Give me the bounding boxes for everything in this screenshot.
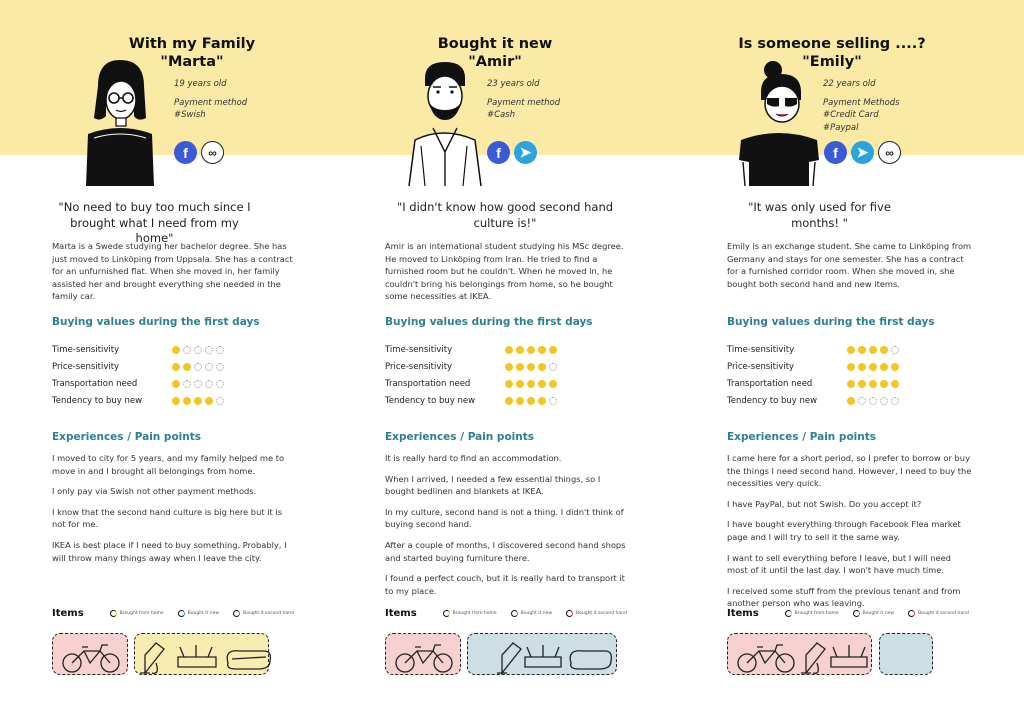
telegram-icon: ➤ <box>514 141 537 164</box>
rating-dot-filled <box>516 363 524 371</box>
pain-point: I have bought everything through Facebook Flea market page and I will try to sell it the same way. <box>727 519 961 542</box>
rating-dots <box>847 380 899 388</box>
rating-dots <box>505 380 557 388</box>
rating-dot-empty <box>194 380 202 388</box>
rating-dot-filled <box>194 397 202 405</box>
value-row <box>727 375 917 392</box>
items-legend <box>727 608 983 619</box>
items-title: Items <box>385 608 417 619</box>
rating-dot-filled <box>549 346 557 354</box>
items-title: Items <box>52 608 84 619</box>
pain-point: After a couple of months, I discovered second hand shops and started buying furniture there. <box>385 539 626 563</box>
legend-label: Brought from home <box>119 611 164 616</box>
items-illustration <box>735 637 935 677</box>
rating-dot-filled <box>891 363 899 371</box>
persona-description: Marta is a Swede studying her bachelor degree. She has just moved to Linköping from Uppsala. She has a contract for an unfurnished flat. When she moved in, her family assisted her and brought everything she needed in the family car. <box>52 241 293 302</box>
value-label: Tendency to buy new <box>385 395 476 406</box>
pillow-icon <box>227 651 270 669</box>
legend-label: Bought it second hand <box>918 611 969 616</box>
legend-label: Bought it new <box>862 611 895 616</box>
persona-quote: "I didn't know how good second hand culture is!" <box>396 200 614 230</box>
rating-dot-empty <box>216 346 224 354</box>
rating-dot-filled <box>172 380 180 388</box>
value-row <box>52 375 242 392</box>
rating-dots <box>847 397 899 405</box>
rating-dots <box>505 397 557 405</box>
pillow-icon <box>570 651 611 669</box>
pain-point: I came here for a short period, so I prefer to borrow or buy the things I need second hand. However, I need to buy the necessities very quick. <box>727 453 972 489</box>
value-row <box>385 341 575 358</box>
rating-dots <box>847 346 899 354</box>
social-icons <box>487 141 537 164</box>
rating-dot-filled <box>527 380 535 388</box>
rating-dot-filled <box>549 380 557 388</box>
rating-dot-filled <box>858 363 866 371</box>
rating-dot-empty <box>891 346 899 354</box>
pain-point: I moved to city for 5 years, and my family helped me to move in and I brought all belongings from home. <box>52 453 285 476</box>
persona-age: 23 years old <box>487 79 540 89</box>
items-title: Items <box>727 608 759 619</box>
value-label: Transportation need <box>52 378 138 389</box>
rating-dot-filled <box>527 363 535 371</box>
items-legend <box>52 608 308 619</box>
persona-scenario: Is someone selling ....? <box>738 36 926 52</box>
persona-meta <box>487 78 560 122</box>
persona-quote: "It was only used for five months! " <box>748 200 891 230</box>
bicycle-icon <box>72 645 110 663</box>
persona-meta <box>823 78 900 134</box>
rating-dot-empty <box>216 363 224 371</box>
rating-dot-filled <box>505 397 513 405</box>
payment-method: #Cash <box>487 110 516 120</box>
rating-dot-filled <box>847 380 855 388</box>
rating-dot-filled <box>880 363 888 371</box>
telegram-icon: ➤ <box>851 141 874 164</box>
marta-avatar <box>84 56 156 186</box>
value-row <box>385 392 575 409</box>
legend-home-icon <box>785 610 792 617</box>
rating-dot-filled <box>205 397 213 405</box>
rating-dot-empty <box>205 363 213 371</box>
rating-dot-filled <box>538 397 546 405</box>
rating-dot-filled <box>869 363 877 371</box>
value-label: Transportation need <box>727 378 813 389</box>
persona-scenario: With my Family <box>128 36 256 52</box>
value-label: Price-sensitivity <box>727 361 795 372</box>
rating-dot-empty <box>216 397 224 405</box>
payment-label: Payment Methods <box>823 97 900 108</box>
buying-values <box>727 341 917 409</box>
legend-home-icon <box>110 610 117 617</box>
rating-dots <box>172 346 224 354</box>
rating-dot-filled <box>847 346 855 354</box>
rating-dot-filled <box>869 346 877 354</box>
pain-point: In my culture, second hand is not a thing. I didn't think of buying second hand. <box>385 506 624 530</box>
value-label: Transportation need <box>385 378 471 389</box>
value-label: Tendency to buy new <box>727 395 818 406</box>
pain-points-title: Experiences / Pain points <box>52 431 201 443</box>
value-row <box>385 358 575 375</box>
swish-icon: ∞ <box>878 141 901 164</box>
buying-values-title: Buying values during the first days <box>727 316 935 328</box>
persona-description: Emily is an exchange student. She came to Linköping from Germany and stays for one semester. She has a contract for a furnished corridor room. When she moved in, she bought both second hand and new items. <box>727 241 972 289</box>
payment-method: #Paypal <box>823 122 859 133</box>
rating-dot-filled <box>858 346 866 354</box>
legend-second-hand <box>566 610 627 617</box>
rating-dot-empty <box>183 380 191 388</box>
legend-label: Bought it second hand <box>576 611 627 616</box>
rating-dot-filled <box>516 397 524 405</box>
router-icon <box>178 645 216 667</box>
persona-name: "Marta" <box>160 54 224 70</box>
rating-dot-filled <box>527 346 535 354</box>
rating-dot-filled <box>516 346 524 354</box>
persona-scenario: Bought it new <box>437 36 553 52</box>
legend-home <box>785 610 839 617</box>
legend-new <box>853 610 894 617</box>
rating-dot-filled <box>847 363 855 371</box>
legend-new-icon <box>853 610 860 617</box>
facebook-icon: f <box>824 141 847 164</box>
items-illustration <box>60 637 275 677</box>
facebook-icon: f <box>487 141 510 164</box>
value-label: Time-sensitivity <box>52 344 120 355</box>
rating-dots <box>505 346 557 354</box>
pain-point: I only pay via Swish not other payment methods. <box>52 486 257 497</box>
legend-second-hand <box>233 610 294 617</box>
rating-dots <box>172 363 224 371</box>
legend-home <box>443 610 497 617</box>
rating-dot-empty <box>880 397 888 405</box>
buying-values-title: Buying values during the first days <box>52 316 260 328</box>
rating-dot-filled <box>538 346 546 354</box>
value-label: Tendency to buy new <box>52 395 143 406</box>
legend-second-hand-icon <box>908 610 915 617</box>
rating-dot-filled <box>880 380 888 388</box>
value-label: Price-sensitivity <box>52 361 120 372</box>
value-row <box>385 375 575 392</box>
pain-point: IKEA is best place if I need to buy something. Probably, I will throw many things away when I leave the city. <box>52 539 287 563</box>
persona-card-marta <box>52 0 352 724</box>
pain-points <box>727 452 972 618</box>
swish-icon: ∞ <box>201 141 224 164</box>
persona-name: "Emily" <box>802 54 862 70</box>
value-label: Price-sensitivity <box>385 361 453 372</box>
pain-points <box>52 452 297 572</box>
rating-dot-filled <box>505 380 513 388</box>
rating-dot-filled <box>516 380 524 388</box>
rating-dot-filled <box>172 397 180 405</box>
emily-avatar <box>739 56 819 186</box>
pain-points <box>385 452 630 605</box>
rating-dot-empty <box>205 380 213 388</box>
legend-label: Bought it second hand <box>243 611 294 616</box>
payment-label: Payment method <box>174 97 248 108</box>
rating-dots <box>505 363 557 371</box>
rating-dot-filled <box>847 397 855 405</box>
persona-quote: "No need to buy too much since I brought what I need from my home" <box>58 200 251 245</box>
rating-dot-filled <box>505 346 513 354</box>
rating-dot-filled <box>880 346 888 354</box>
items-legend <box>385 608 641 619</box>
persona-description: Amir is an international student studying his MSc degree. He moved to Linköping from Iran. He tried to find a furnished room but he couldn't. When he moved in, he couldn't bring his belongings from home, so he bought some necessities at IKEA. <box>385 241 624 302</box>
rating-dot-empty <box>891 397 899 405</box>
lamp-icon <box>497 643 521 673</box>
persona-card-emily <box>727 0 1024 724</box>
legend-label: Brought from home <box>452 611 497 616</box>
persona-age: 22 years old <box>823 79 876 89</box>
legend-second-hand-icon <box>566 610 573 617</box>
rating-dots <box>172 397 224 405</box>
pain-points-title: Experiences / Pain points <box>385 431 534 443</box>
router-icon <box>525 645 561 667</box>
rating-dot-empty <box>216 380 224 388</box>
legend-new <box>178 610 219 617</box>
value-row <box>52 358 242 375</box>
bicycle-icon <box>747 645 785 663</box>
pain-point: I know that the second hand culture is big here but it is not for me. <box>52 506 283 530</box>
pain-point: I have PayPal, but not Swish. Do you accept it? <box>727 498 922 509</box>
rating-dot-filled <box>538 363 546 371</box>
value-label: Time-sensitivity <box>385 344 453 355</box>
facebook-icon: f <box>174 141 197 164</box>
pain-point: When I arrived, I needed a few essential things, so I bought bedlinen and blankets at IKEA. <box>385 473 601 497</box>
persona-meta <box>174 78 247 122</box>
rating-dot-empty <box>549 397 557 405</box>
bicycle-icon <box>405 645 443 663</box>
persona-age: 19 years old <box>174 79 227 89</box>
payment-method: #Swish <box>174 110 206 120</box>
persona-card-amir <box>385 0 685 724</box>
rating-dot-empty <box>869 397 877 405</box>
rating-dot-filled <box>869 380 877 388</box>
rating-dot-filled <box>172 346 180 354</box>
value-row <box>727 392 917 409</box>
social-icons <box>824 141 901 164</box>
value-label: Time-sensitivity <box>727 344 795 355</box>
legend-home-icon <box>443 610 450 617</box>
value-row <box>52 341 242 358</box>
buying-values <box>52 341 242 409</box>
rating-dot-empty <box>205 346 213 354</box>
rating-dot-empty <box>183 346 191 354</box>
router-icon <box>831 645 867 667</box>
rating-dot-filled <box>527 397 535 405</box>
legend-second-hand-icon <box>233 610 240 617</box>
rating-dot-filled <box>183 363 191 371</box>
payment-method: #Credit Card <box>823 110 879 120</box>
legend-new <box>511 610 552 617</box>
buying-values <box>385 341 575 409</box>
legend-label: Bought it new <box>520 611 553 616</box>
pain-point: I found a perfect couch, but it is really hard to transport it to my place. <box>385 573 625 596</box>
rating-dot-filled <box>858 380 866 388</box>
value-row <box>727 341 917 358</box>
pain-point: I want to sell everything before I leave, but I will need most of it until the last day. I won't have much time. <box>727 552 951 576</box>
pain-points-title: Experiences / Pain points <box>727 431 876 443</box>
rating-dot-filled <box>505 363 513 371</box>
buying-values-title: Buying values during the first days <box>385 316 593 328</box>
rating-dot-filled <box>172 363 180 371</box>
rating-dot-filled <box>538 380 546 388</box>
pain-point: I received some stuff from the previous tenant and from another person who was leaving. <box>727 585 961 609</box>
legend-label: Brought from home <box>794 611 839 616</box>
legend-new-icon <box>178 610 185 617</box>
legend-new-icon <box>511 610 518 617</box>
persona-name: "Amir" <box>468 54 522 70</box>
value-row <box>727 358 917 375</box>
rating-dot-empty <box>858 397 866 405</box>
items-illustration <box>393 637 618 677</box>
rating-dot-filled <box>183 397 191 405</box>
pain-point: It is really hard to find an accommodation. <box>385 453 562 463</box>
lamp-icon <box>140 643 164 673</box>
rating-dots <box>847 363 899 371</box>
rating-dot-empty <box>194 346 202 354</box>
lamp-icon <box>801 643 825 673</box>
legend-home <box>110 610 164 617</box>
payment-label: Payment method <box>487 97 561 108</box>
legend-label: Bought it new <box>187 611 220 616</box>
value-row <box>52 392 242 409</box>
rating-dots <box>172 380 224 388</box>
legend-second-hand <box>908 610 969 617</box>
rating-dot-filled <box>891 380 899 388</box>
rating-dot-empty <box>549 363 557 371</box>
rating-dot-empty <box>194 363 202 371</box>
amir-avatar <box>403 56 483 186</box>
social-icons <box>174 141 224 164</box>
